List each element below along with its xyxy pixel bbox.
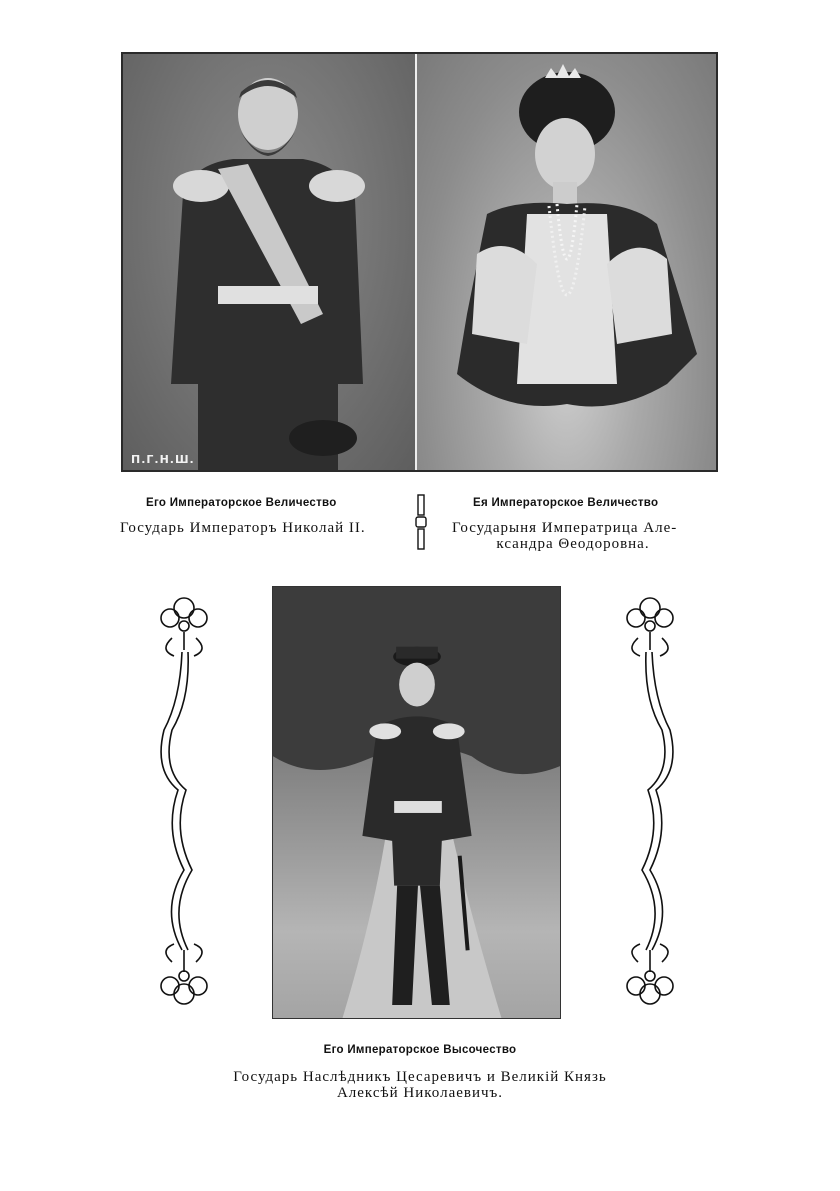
caption-bottom-name-line2: Алексѣй Николаевичъ. [336, 1085, 504, 1101]
vertical-divider-icon [412, 494, 430, 550]
art-nouveau-flower-border-icon [154, 590, 214, 1010]
emperor-figure-icon [123, 54, 415, 470]
top-photo-block [121, 52, 718, 472]
caption-right-name-line2: ксандра Θеодоровна. [496, 536, 650, 552]
tsesarevich-figure-icon [273, 587, 560, 1018]
caption-right-title: Ея Императорское Величество [473, 497, 659, 509]
photo-empress [417, 54, 716, 470]
caption-bottom-title: Его Императорское Высочество [323, 1044, 517, 1056]
caption-bottom-name [0, 1069, 840, 1101]
caption-right-name [452, 520, 712, 552]
empress-figure-icon [417, 54, 716, 470]
photo-tsesarevich [272, 586, 561, 1019]
art-nouveau-flower-border-icon [620, 590, 680, 1010]
caption-right-name-line1: Государыня Императрица Але- [452, 520, 678, 536]
photo-emperor [123, 54, 415, 470]
photographer-monogram: П.Г.Н.Ш. [131, 453, 195, 466]
caption-left-name: Государь Императоръ Николай II. [120, 520, 366, 536]
caption-bottom-name-line1: Государь Наслѣдникъ Цесаревичъ и Великій Князь [233, 1069, 607, 1085]
caption-left-title: Его Императорское Величество [146, 497, 337, 509]
